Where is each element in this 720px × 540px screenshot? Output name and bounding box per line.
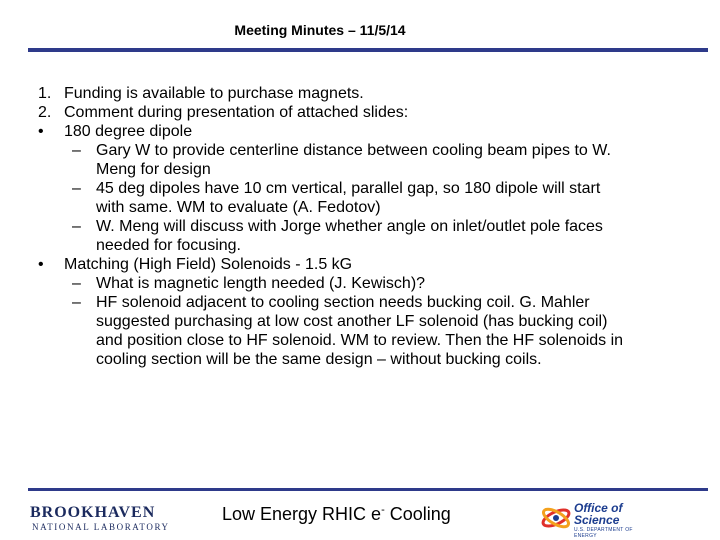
sub-item-text: 45 deg dipoles have 10 cm vertical, parallel gap, so 180 dipole will start bbox=[96, 180, 601, 197]
sub-item-text: W. Meng will discuss with Jorge whether angle on inlet/outlet pole faces bbox=[96, 218, 603, 235]
dash-marker: – bbox=[72, 142, 81, 159]
bullet-item bbox=[38, 122, 710, 141]
sub-item-continuation bbox=[38, 331, 710, 350]
brookhaven-logo-wordmark: BROOKHAVEN bbox=[30, 504, 156, 521]
sub-item-text: Meng for design bbox=[96, 161, 211, 178]
bullet-marker: • bbox=[38, 123, 44, 140]
dash-spacer bbox=[72, 312, 96, 331]
dash-spacer bbox=[72, 236, 96, 255]
dash-marker: – bbox=[72, 294, 81, 311]
footer-title-main: Low Energy RHIC e bbox=[222, 504, 382, 524]
list-marker: 2. bbox=[38, 104, 52, 121]
footer-title-end: Cooling bbox=[384, 504, 451, 524]
sub-item-continuation bbox=[38, 312, 710, 331]
top-divider bbox=[28, 48, 708, 52]
page-title: Meeting Minutes – 11/5/14 bbox=[234, 22, 406, 38]
sub-item-continuation bbox=[38, 236, 710, 255]
bullet-item bbox=[38, 255, 710, 274]
dash-marker: – bbox=[72, 218, 81, 235]
sub-item-continuation bbox=[38, 160, 710, 179]
dash-spacer bbox=[72, 160, 96, 179]
sub-item-text: cooling section will be the same design – without bucking coils. bbox=[96, 351, 542, 368]
office-of-science-wordmark bbox=[574, 502, 622, 526]
bullet-item-text: Matching (High Field) Solenoids - 1.5 kG bbox=[64, 256, 353, 273]
list-item bbox=[38, 84, 710, 103]
atom-swirl-icon bbox=[540, 503, 572, 533]
list-marker: 1. bbox=[38, 85, 52, 102]
sub-item-text: What is magnetic length needed (J. Kewisch)? bbox=[96, 275, 426, 292]
footer-title bbox=[222, 504, 451, 525]
footer-title-superscript: - bbox=[381, 504, 385, 516]
list-item bbox=[38, 103, 710, 122]
sub-item-text: suggested purchasing at low cost another LF solenoid (has bucking coil) bbox=[96, 313, 608, 330]
office-of-science-logo bbox=[540, 501, 650, 539]
sub-item bbox=[38, 141, 710, 160]
sub-item bbox=[38, 293, 710, 312]
dash-marker: – bbox=[72, 275, 81, 292]
sub-item-continuation bbox=[38, 350, 710, 369]
dash-spacer bbox=[72, 350, 96, 369]
footer bbox=[0, 502, 720, 538]
sub-item-text: and position close to HF solenoid. WM to review. Then the HF solenoids in bbox=[96, 332, 624, 349]
brookhaven-logo-subtitle: NATIONAL LABORATORY bbox=[32, 522, 170, 532]
doe-caption: U.S. DEPARTMENT OF ENERGY bbox=[574, 527, 633, 539]
bottom-divider bbox=[28, 488, 708, 491]
list-item-text: Funding is available to purchase magnets. bbox=[64, 85, 364, 102]
sub-item bbox=[38, 179, 710, 198]
sub-item bbox=[38, 217, 710, 236]
sub-item-text: HF solenoid adjacent to cooling section needs bucking coil. G. Mahler bbox=[96, 294, 590, 311]
sub-item-continuation bbox=[38, 198, 710, 217]
minutes-body bbox=[38, 84, 710, 369]
dash-spacer bbox=[72, 331, 96, 350]
bullet-marker: • bbox=[38, 256, 44, 273]
oos-line-1: Office of bbox=[574, 501, 623, 515]
sub-item bbox=[38, 274, 710, 293]
brookhaven-logo bbox=[30, 502, 176, 534]
list-item-text: Comment during presentation of attached slides: bbox=[64, 104, 409, 121]
bullet-item-text: 180 degree dipole bbox=[64, 123, 193, 140]
sub-item-text: Gary W to provide centerline distance between cooling beam pipes to W. bbox=[96, 142, 611, 159]
dash-marker: – bbox=[72, 180, 81, 197]
oos-line-2: Science bbox=[574, 513, 620, 527]
sub-item-text: needed for focusing. bbox=[96, 237, 241, 254]
sub-item-text: with same. WM to evaluate (A. Fedotov) bbox=[96, 199, 381, 216]
dash-spacer bbox=[72, 198, 96, 217]
